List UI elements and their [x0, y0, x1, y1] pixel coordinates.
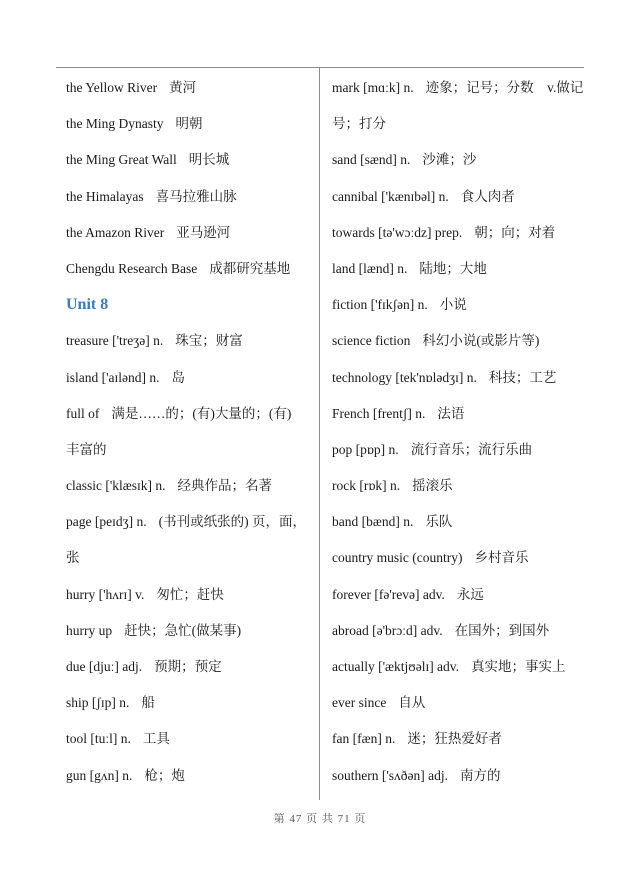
vocab-word: abroad [ə'brɔːd] adv. [332, 622, 443, 638]
vocab-word: pop [pɒp] n. [332, 441, 399, 457]
vocab-meaning: 法语 [437, 405, 465, 421]
vocab-meaning: 明长城 [188, 152, 230, 168]
vocab-meaning: 迹象；记号；分数 v.做记 [425, 80, 584, 95]
vocab-entry [332, 179, 582, 215]
vocab-meaning: 科幻小说(或影片等) [422, 333, 540, 349]
vocab-word: sand [sænd] n. [332, 152, 411, 168]
vocab-entry [332, 70, 582, 106]
vocab-entry [332, 540, 582, 576]
vocab-entry [66, 142, 312, 178]
vocab-word: rock [rɒk] n. [332, 478, 401, 494]
vocab-word: mark [mɑːk] n. [332, 80, 414, 95]
vocab-word: ship [ʃɪp] n. [66, 695, 130, 711]
vocab-entry [66, 468, 312, 504]
vocab-entry [332, 142, 582, 178]
vocab-word: the Ming Dynasty [66, 116, 164, 132]
vocab-meaning: 流行音乐；流行乐曲 [410, 441, 533, 457]
vocab-meaning: 船 [141, 695, 155, 711]
vocab-meaning: 明朝 [175, 116, 203, 132]
vocab-meaning: 赶快；急忙(做某事) [124, 622, 242, 638]
vocab-meaning: 乐队 [425, 514, 453, 530]
vocab-meaning: 成都研究基地 [209, 260, 291, 276]
vocab-word: fiction ['fɪkʃən] n. [332, 297, 428, 313]
vocab-entry [66, 758, 312, 794]
vocab-word: gun [gʌn] n. [66, 767, 133, 783]
vocab-meaning: 在国外；到国外 [454, 622, 550, 638]
vocab-entry [66, 504, 312, 540]
vocab-meaning: 科技；工艺 [488, 369, 557, 385]
unit-heading: Unit 8 [66, 296, 109, 314]
vocab-entry [332, 360, 582, 396]
column-divider [319, 67, 320, 800]
vocab-entry [66, 721, 312, 757]
vocab-word: treasure ['treʒə] n. [66, 333, 164, 349]
vocab-word: band [bænd] n. [332, 514, 414, 530]
vocab-word: due [djuː] adj. [66, 659, 143, 674]
vocab-entry [66, 432, 312, 468]
vocab-word: page [peɪdʒ] n. [66, 514, 147, 530]
vocab-meaning: 经典作品；名著 [177, 478, 273, 494]
vocab-entry [332, 468, 582, 504]
vocab-meaning: 朝；向；对着 [474, 224, 556, 240]
vocab-word: land [lænd] n. [332, 260, 408, 276]
vocab-meaning: 岛 [171, 369, 186, 385]
page-footer: 第 47 页 共 71 页 [273, 813, 367, 825]
vocab-entry [332, 106, 582, 142]
vocab-entry [66, 577, 312, 613]
vocab-entry [66, 179, 312, 215]
vocab-meaning: 丰富的 [66, 441, 107, 457]
vocab-meaning: 黄河 [169, 80, 197, 95]
vocab-entry [332, 613, 582, 649]
vocab-word: the Amazon River [66, 224, 165, 240]
vocab-meaning: 枪；炮 [144, 767, 185, 783]
vocab-word: the Ming Great Wall [66, 152, 177, 168]
vocab-entry [66, 251, 312, 287]
vocab-word: science fiction [332, 333, 411, 349]
vocab-meaning: 工具 [142, 731, 170, 747]
vocab-word: southern ['sʌðən] adj. [332, 767, 449, 783]
vocab-meaning: 号；打分 [332, 116, 386, 132]
vocab-entry [332, 396, 582, 432]
vocab-word: ever since [332, 695, 387, 711]
vocab-meaning: 食人肉者 [460, 188, 515, 204]
vocab-word: country music (country) [332, 550, 463, 566]
vocab-entry [332, 577, 582, 613]
vocab-entry [66, 360, 312, 396]
left-column [66, 70, 312, 794]
vocab-word: cannibal ['kænɪbəl] n. [332, 188, 449, 204]
vocab-meaning: 喜马拉雅山脉 [155, 188, 237, 204]
vocab-meaning: 永远 [456, 586, 484, 602]
vocab-entry [332, 758, 582, 794]
vocab-meaning: 沙滩；沙 [422, 152, 477, 168]
vocab-word: tool [tuːl] n. [66, 731, 131, 747]
top-rule [56, 67, 584, 68]
vocab-entry [66, 323, 312, 359]
vocab-entry [332, 685, 582, 721]
vocab-entry [66, 396, 312, 432]
vocab-entry [332, 251, 582, 287]
right-column [332, 70, 582, 794]
vocab-entry [66, 649, 312, 685]
vocab-word: towards [tə'wɔːdz] prep. [332, 224, 463, 240]
vocab-meaning: 张 [66, 550, 80, 566]
vocab-word: Chengdu Research Base [66, 260, 198, 276]
vocab-word: the Yellow River [66, 80, 158, 95]
vocab-entry [66, 613, 312, 649]
vocab-word: the Himalayas [66, 188, 144, 204]
vocab-meaning: 陆地；大地 [419, 260, 487, 276]
vocab-entry [332, 287, 582, 323]
vocab-word: island ['aɪlənd] n. [66, 369, 160, 385]
vocab-meaning: 摇滚乐 [412, 478, 453, 494]
vocab-word: technology [tek'nɒlədʒɪ] n. [332, 369, 477, 385]
vocab-entry [66, 540, 312, 576]
vocab-meaning: 自从 [398, 695, 426, 711]
vocab-meaning: 小说 [439, 297, 467, 313]
vocab-meaning: 真实地；事实上 [471, 659, 566, 674]
vocab-entry [332, 649, 582, 685]
vocab-entry [66, 106, 312, 142]
vocab-word: full of [66, 405, 100, 421]
vocab-word: classic ['klæsɪk] n. [66, 478, 166, 494]
vocab-word: fan [fæn] n. [332, 731, 396, 747]
vocab-meaning: (书刊或纸张的) 页，面， [158, 514, 306, 530]
vocab-meaning: 亚马逊河 [176, 224, 231, 240]
vocab-meaning: 满是……的；(有)大量的；(有) [111, 405, 292, 421]
vocab-word: hurry up [66, 622, 113, 638]
vocab-word: hurry ['hʌrɪ] v. [66, 586, 145, 602]
vocab-entry [332, 504, 582, 540]
vocab-entry [66, 685, 312, 721]
vocab-entry [66, 70, 312, 106]
vocab-word: forever [fə'revə] adv. [332, 586, 445, 602]
vocab-entry [66, 215, 312, 251]
vocab-word: French [frentʃ] n. [332, 405, 426, 421]
vocab-meaning: 珠宝；财富 [175, 333, 243, 349]
vocab-entry [332, 323, 582, 359]
vocab-entry [332, 432, 582, 468]
vocab-meaning: 乡村音乐 [474, 550, 529, 566]
vocab-meaning: 南方的 [460, 767, 501, 783]
vocab-word: actually ['æktjʊəlɪ] adv. [332, 659, 460, 674]
vocab-meaning: 匆忙；赶快 [156, 586, 224, 602]
vocab-entry [332, 215, 582, 251]
vocab-entry [332, 721, 582, 757]
vocab-meaning: 预期；预定 [154, 659, 222, 674]
vocab-meaning: 迷；狂热爱好者 [407, 731, 502, 747]
